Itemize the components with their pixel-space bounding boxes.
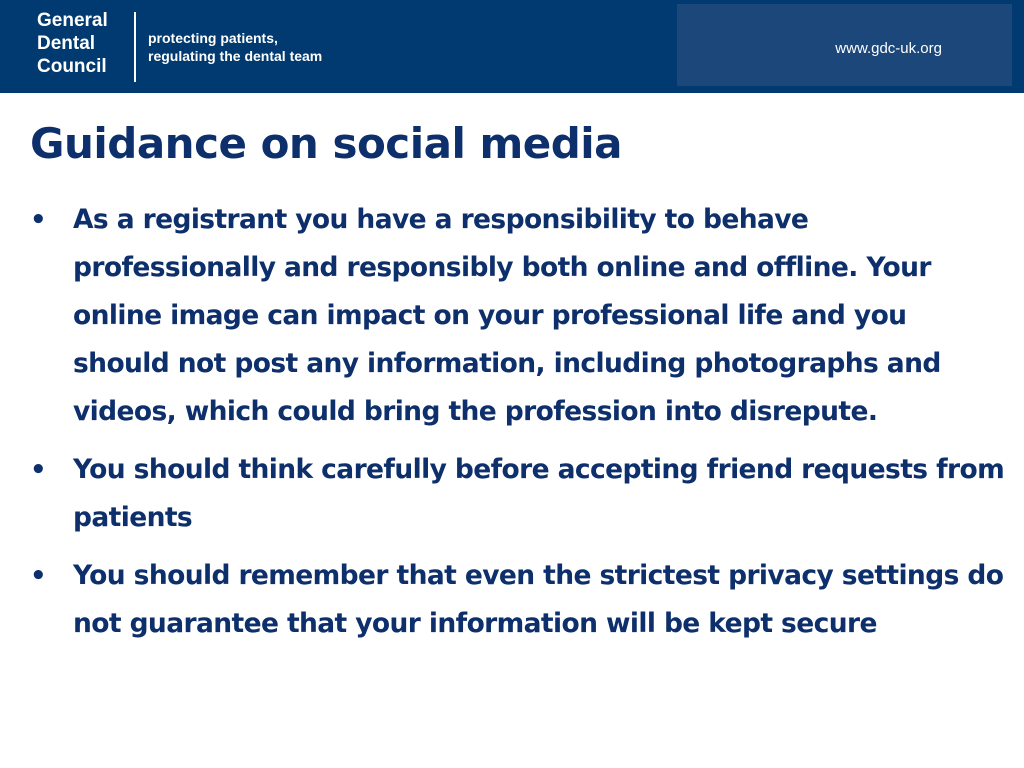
bullet-text: As a registrant you have a responsibility to behave professionally and responsibly both online and offline. Your online image can impact on your professional life and you should not post any information, including photographs and videos, which could bring the profession into disrepute.	[73, 204, 941, 427]
logo-divider	[134, 12, 136, 82]
tagline-line-1: protecting patients,	[148, 30, 278, 46]
bullet-item-responsibility	[30, 196, 1005, 436]
logo-line-dental: Dental	[37, 33, 96, 54]
bullet-text: You should remember that even the strictest privacy settings do not guarantee that your information will be kept secure	[73, 560, 1004, 639]
bullet-icon: •	[30, 455, 47, 485]
bullet-item-privacy-settings	[30, 552, 1005, 648]
bullet-text: You should think carefully before accepting friend requests from patients	[73, 454, 1005, 533]
header-bar	[0, 0, 1024, 93]
website-url: www.gdc-uk.org	[835, 40, 942, 57]
bullet-list	[30, 196, 1005, 658]
tagline-line-2: regulating the dental team	[148, 48, 323, 64]
gdc-logo	[37, 9, 108, 78]
slide-title: Guidance on social media	[30, 119, 623, 168]
logo-line-council: Council	[37, 56, 107, 77]
bullet-icon: •	[30, 205, 47, 235]
tagline	[148, 29, 322, 65]
bullet-icon: •	[30, 561, 47, 591]
bullet-item-friend-requests	[30, 446, 1005, 542]
logo-line-general: General	[37, 10, 108, 31]
url-panel	[677, 4, 1012, 86]
